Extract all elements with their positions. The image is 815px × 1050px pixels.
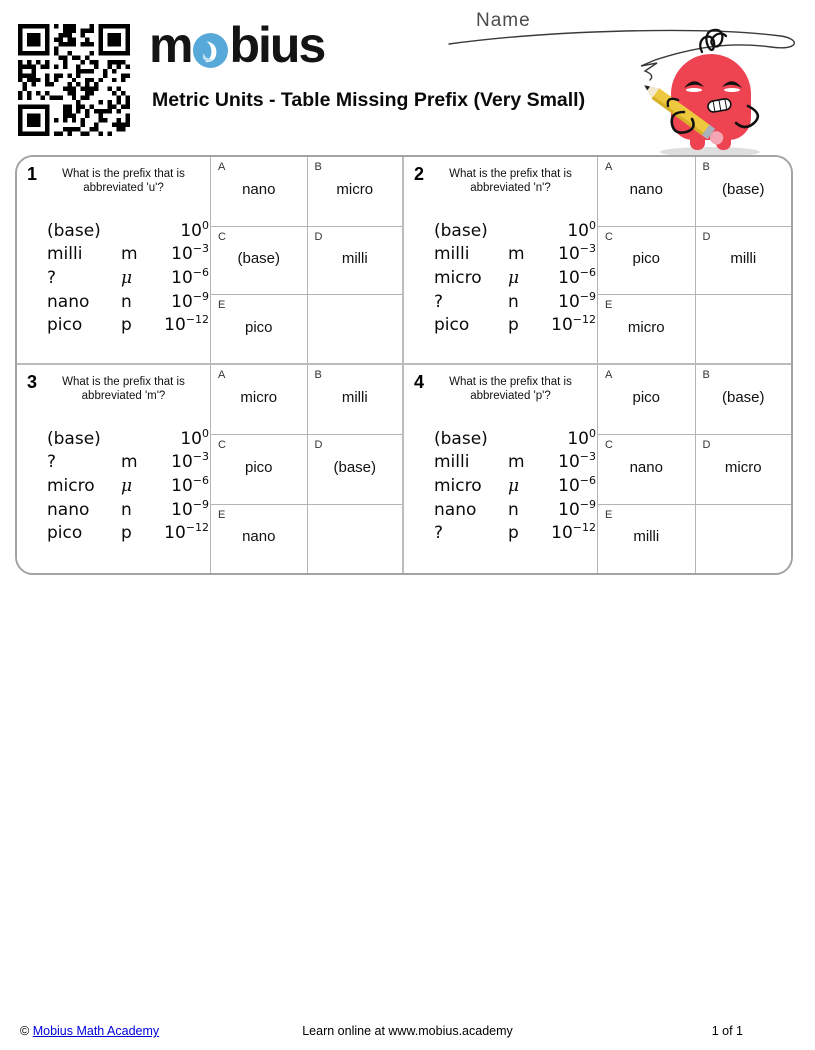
- answer-cell-d: D micro: [695, 434, 792, 503]
- prefix-table: [434, 428, 597, 546]
- answer-cell-e: E pico: [211, 294, 307, 363]
- worksheet-title: Metric Units - Table Missing Prefix (Very Small): [152, 89, 586, 111]
- answer-cell-c: C pico: [211, 434, 307, 503]
- answer-cell-d: D milli: [307, 226, 403, 295]
- logo-text-bius: bius: [229, 17, 325, 73]
- prefix-table: [434, 220, 597, 338]
- prefix-row: ? p $10^{-12}$: [434, 521, 596, 544]
- prefix-row: nano n $10^{-9}$: [47, 289, 209, 312]
- prefix-row: milli m $10^{-3}$: [434, 450, 596, 473]
- name-label: Name: [476, 10, 531, 31]
- mobius-logo: [149, 17, 325, 73]
- prefix-row: micro μ $10^{-6}$: [434, 473, 596, 496]
- problem-number: 2: [414, 164, 425, 184]
- question-text: What is the prefix that is abbreviated 'u'?: [62, 168, 185, 195]
- problem-card: [404, 365, 791, 573]
- question-text: What is the prefix that is abbreviated 'p'?: [449, 376, 572, 403]
- problem-number: 3: [27, 372, 38, 392]
- answer-cell-e: E nano: [211, 504, 307, 573]
- prefix-row: micro μ $10^{-6}$: [47, 473, 209, 496]
- question-area: [17, 157, 211, 363]
- prefix-row: nano n $10^{-9}$: [47, 497, 209, 520]
- question-area: [404, 365, 598, 573]
- prefix-row: nano n $10^{-9}$: [434, 497, 596, 520]
- answer-cell-empty: [307, 294, 403, 363]
- answer-grid: [211, 157, 402, 363]
- prefix-row: pico p $10^{-12}$: [47, 521, 209, 544]
- qr-code: [18, 24, 130, 136]
- answer-cell-a: A nano: [218, 161, 276, 198]
- problem-number: 4: [414, 372, 425, 392]
- prefix-row: (base) $10^0$: [47, 426, 209, 449]
- answer-cell-d: D (base): [307, 434, 403, 503]
- answer-cell-c: C pico: [598, 226, 695, 295]
- prefix-row: micro μ $10^{-6}$: [434, 265, 596, 288]
- answer-cell-empty: [695, 294, 792, 363]
- question-text: What is the prefix that is abbreviated 'm'?: [62, 376, 185, 403]
- page-footer: [0, 1024, 815, 1044]
- prefix-row: milli m $10^{-3}$: [47, 242, 209, 265]
- answer-cell-d: D milli: [695, 226, 792, 295]
- answer-cell-a: A pico: [605, 369, 661, 407]
- question-area: [404, 157, 598, 363]
- question-area: [17, 365, 211, 573]
- answer-grid: [598, 365, 791, 573]
- answer-cell-empty: [695, 504, 792, 573]
- copyright: © Mobius Math Academy: [20, 1024, 160, 1038]
- footer-center-text: Learn online at www.mobius.academy: [302, 1024, 513, 1038]
- problem-card: [404, 157, 791, 365]
- logo-text-m: m: [149, 17, 192, 73]
- mascot-scribble: [700, 30, 726, 52]
- prefix-row: (base) $10^0$: [434, 218, 596, 241]
- page-header: [0, 0, 815, 155]
- answer-grid: [211, 365, 402, 573]
- problem-card: [17, 157, 404, 365]
- answer-cell-b: B (base): [695, 365, 792, 434]
- mobius-academy-link[interactable]: Mobius Math Academy: [32, 1024, 160, 1038]
- prefix-row: ? m $10^{-3}$: [47, 450, 209, 473]
- answer-cell-b: B micro: [307, 157, 403, 226]
- prefix-table: [47, 220, 210, 338]
- mobius-swirl-icon: [193, 33, 228, 68]
- answer-cell-a: A nano: [605, 161, 663, 198]
- answer-cell-e: E micro: [598, 294, 695, 363]
- prefix-row: milli m $10^{-3}$: [434, 242, 596, 265]
- answer-cell-b: B (base): [695, 157, 792, 226]
- answer-grid: [598, 157, 791, 363]
- prefix-row: ? n $10^{-9}$: [434, 289, 596, 312]
- question-text: What is the prefix that is abbreviated 'n'?: [449, 168, 572, 195]
- prefix-row: pico p $10^{-12}$: [434, 313, 596, 336]
- answer-cell-e: E milli: [598, 504, 695, 573]
- prefix-row: (base) $10^0$: [434, 426, 596, 449]
- answer-cell-empty: [307, 504, 403, 573]
- worksheet-grid: [15, 155, 793, 575]
- prefix-row: ? μ $10^{-6}$: [47, 265, 209, 288]
- answer-cell-c: C nano: [598, 434, 695, 503]
- problem-number: 1: [27, 164, 38, 184]
- answer-cell-c: C (base): [211, 226, 307, 295]
- page-indicator: 1 of 1: [711, 1024, 743, 1038]
- problem-card: [17, 365, 404, 573]
- answer-cell-a: A micro: [218, 369, 278, 407]
- answer-cell-b: B milli: [307, 365, 403, 434]
- prefix-row: pico p $10^{-12}$: [47, 313, 209, 336]
- prefix-table: [47, 428, 210, 546]
- prefix-row: (base) $10^0$: [47, 218, 209, 241]
- mascot-illustration: [598, 28, 798, 160]
